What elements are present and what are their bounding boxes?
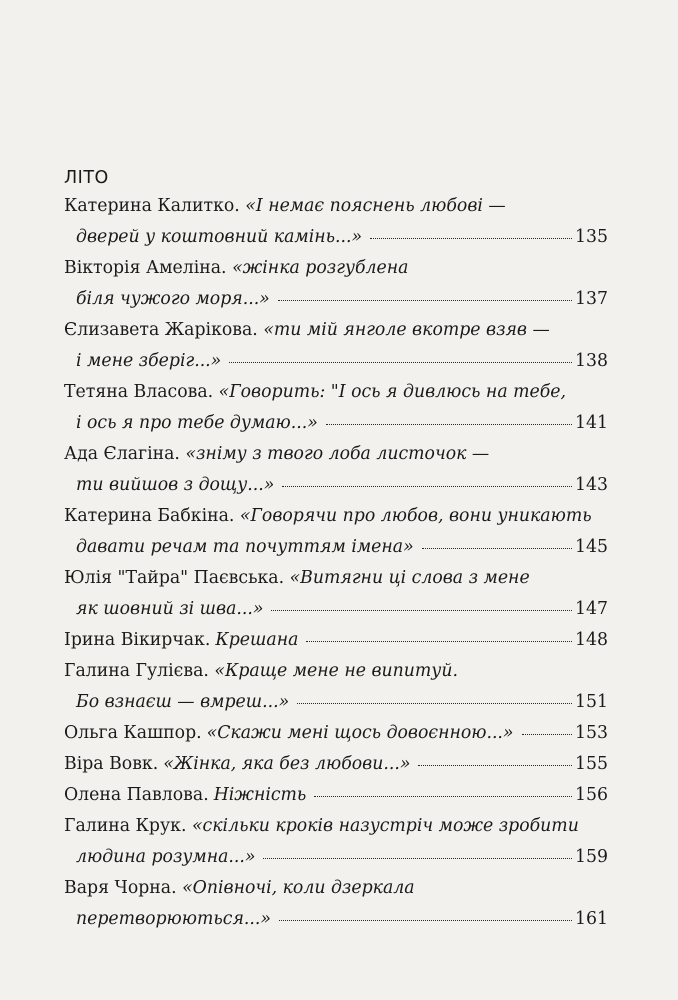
toc-entry-line-2: [76, 226, 608, 248]
entry-title-part-2: Бо взнаєш — вмреш...»: [76, 692, 290, 712]
dot-leader: [314, 796, 572, 797]
entry-title-part-1: «І немає пояснень любові —: [245, 196, 506, 216]
dot-leader: [229, 362, 572, 363]
dot-leader: [282, 486, 572, 487]
entry-author: Юлія "Тайра" Паєвська.: [64, 568, 285, 588]
toc-entry-line-1: [64, 319, 608, 341]
entry-title-part-1: «ти мій янголе вкотре взяв —: [263, 320, 550, 340]
toc-entry-line-1: [64, 567, 608, 589]
page-number: 159: [575, 847, 608, 867]
entry-author: Вікторія Амеліна.: [64, 258, 227, 278]
toc-entry-line: [64, 753, 608, 775]
entry-author: Ірина Вікирчак.: [64, 630, 211, 650]
toc-entry-line-2: [76, 288, 608, 310]
dot-leader: [326, 424, 572, 425]
entry-title-part-1: «Говорить: "І ось я дивлюсь на тебе,: [218, 382, 566, 402]
page-number: 161: [575, 909, 608, 929]
page-number: 151: [575, 692, 608, 712]
page-number: 135: [575, 227, 608, 247]
entry-title-part-1: «Витягни ці слова з мене: [289, 568, 530, 588]
page-number: 138: [575, 351, 608, 371]
dot-leader: [271, 610, 572, 611]
dot-leader: [522, 734, 572, 735]
entry-title-part-1: «Опівночі, коли дзеркала: [182, 878, 415, 898]
entry-title-part-1: «жінка розгублена: [232, 258, 409, 278]
entry-title-part-1: «Говорячи про любов, вони уникають: [239, 506, 592, 526]
toc-entry-line-2: [76, 536, 608, 558]
page-number: 137: [575, 289, 608, 309]
page-number: 145: [575, 537, 608, 557]
toc-entry-line-1: [64, 505, 608, 527]
entry-title: «Скажи мені щось довоєнною...»: [206, 723, 514, 743]
entry-title-part-2: людина розумна...»: [76, 847, 256, 867]
entry-author: Галина Крук.: [64, 816, 187, 836]
entry-title-part-2: як шовний зі шва...»: [76, 599, 264, 619]
page-number: 156: [575, 785, 608, 805]
entry-author: Ольга Кашпор.: [64, 723, 202, 743]
entry-author: Єлизавета Жарікова.: [64, 320, 258, 340]
entry-author: Катерина Калитко.: [64, 196, 240, 216]
toc-entry-line-1: [64, 195, 608, 217]
entry-author: Віра Вовк.: [64, 754, 159, 774]
dot-leader: [263, 858, 572, 859]
page-number: 147: [575, 599, 608, 619]
entry-title-part-2: і мене зберіг...»: [76, 351, 222, 371]
dot-leader: [422, 548, 572, 549]
entry-title-part-1: «Краще мене не випитуй.: [214, 661, 458, 681]
section-title: ЛІТО: [64, 168, 109, 188]
toc-entry-line-1: [64, 381, 608, 403]
page-number: 143: [575, 475, 608, 495]
toc-entry-line-2: [76, 846, 608, 868]
page-number: 155: [575, 754, 608, 774]
dot-leader: [306, 641, 572, 642]
toc-entry-line-1: [64, 815, 608, 837]
dot-leader: [279, 920, 572, 921]
page-number: 153: [575, 723, 608, 743]
entry-title-part-2: дверей у коштовний камінь...»: [76, 227, 363, 247]
entry-author: Тетяна Власова.: [64, 382, 214, 402]
toc-entry-line-1: [64, 443, 608, 465]
toc-entry-line-1: [64, 257, 608, 279]
toc-entry-line-2: [76, 598, 608, 620]
entry-title: Крешана: [215, 630, 299, 650]
entry-author: Ада Єлагіна.: [64, 444, 180, 464]
entry-title: Ніжність: [213, 785, 307, 805]
toc-entry-line-1: [64, 877, 608, 899]
toc-entry-line-2: [76, 412, 608, 434]
dot-leader: [370, 238, 572, 239]
toc-entry-line-2: [76, 350, 608, 372]
toc-entry-line: [64, 784, 608, 806]
toc-entry-line-1: [64, 660, 608, 682]
entry-author: Варя Чорна.: [64, 878, 177, 898]
toc-entry-line-2: [76, 691, 608, 713]
page-number: 141: [575, 413, 608, 433]
toc-entry-line: [64, 722, 608, 744]
entry-title-part-2: і ось я про тебе думаю...»: [76, 413, 318, 433]
entry-title-part-1: «зніму з твого лоба листочок —: [185, 444, 490, 464]
entry-title-part-2: ти вийшов з дощу...»: [76, 475, 275, 495]
toc-entry-line-2: [76, 474, 608, 496]
dot-leader: [418, 765, 572, 766]
dot-leader: [297, 703, 572, 704]
entry-title-part-2: біля чужого моря...»: [76, 289, 270, 309]
entry-title-part-2: давати речам та почуттям імена»: [76, 537, 414, 557]
entry-title-part-1: «скільки кроків назустріч може зробити: [191, 816, 579, 836]
entry-author: Катерина Бабкіна.: [64, 506, 235, 526]
entry-title: «Жінка, яка без любови...»: [163, 754, 411, 774]
entry-author: Олена Павлова.: [64, 785, 209, 805]
toc-entry-line-2: [76, 908, 608, 930]
toc-entry-line: [64, 629, 608, 651]
page-number: 148: [575, 630, 608, 650]
dot-leader: [278, 300, 572, 301]
entry-title-part-2: перетворюються...»: [76, 909, 271, 929]
entry-author: Галина Гулієва.: [64, 661, 209, 681]
